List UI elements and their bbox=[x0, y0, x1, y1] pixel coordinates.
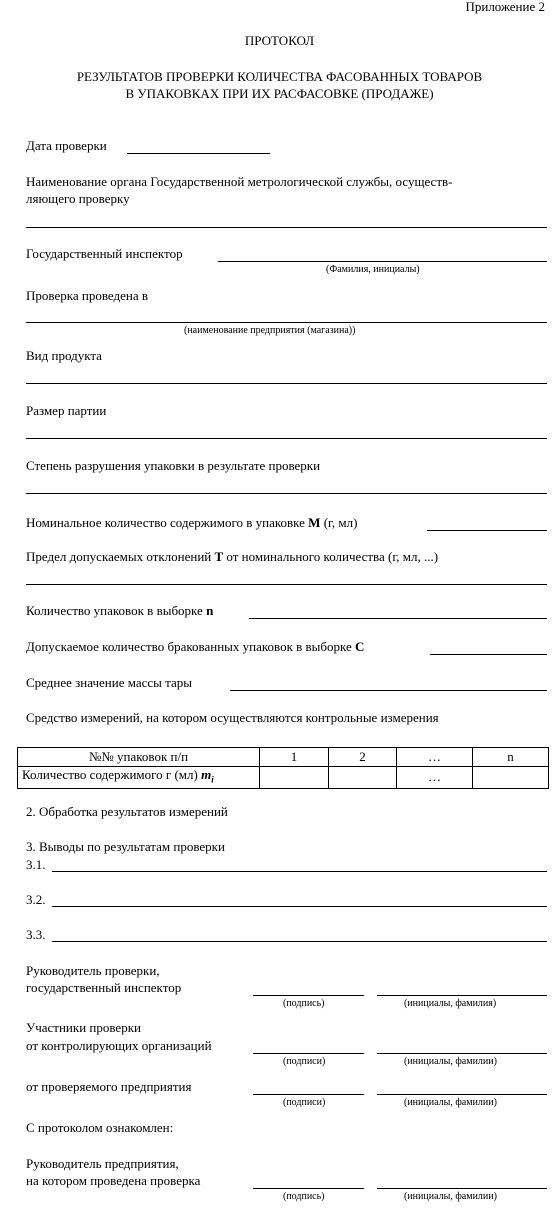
processing-heading: 2. Обработка результатов измерений bbox=[26, 804, 228, 819]
table-header-cell: 2 bbox=[329, 748, 397, 767]
date-label: Дата проверки bbox=[26, 138, 107, 153]
instrument-label: Средство измерений, на котором осуществляются контрольные измерения bbox=[26, 710, 439, 725]
table-header-cell: №№ упаковок п/п bbox=[18, 748, 260, 767]
enterprise-label: от проверяемого предприятия bbox=[26, 1079, 192, 1094]
tolerance-line bbox=[26, 584, 547, 585]
table-cell bbox=[329, 767, 397, 789]
initials-line bbox=[377, 1094, 547, 1095]
sample-label bbox=[26, 604, 213, 617]
damage-label: Степень разрушения упаковки в результате проверки bbox=[26, 458, 321, 473]
director-label-line1: Руководитель предприятия, bbox=[26, 1156, 179, 1171]
initials-caption: (инициалы, фамилии) bbox=[404, 1097, 497, 1108]
row-label-text: Количество содержимого г (мл) bbox=[22, 767, 202, 782]
table-row-label bbox=[18, 767, 260, 789]
nominal-text-a: Номинальное количество содержимого в упаковке bbox=[26, 515, 309, 530]
batch-line bbox=[26, 438, 547, 439]
table-cell bbox=[260, 767, 329, 789]
nominal-symbol: M bbox=[308, 515, 321, 530]
organ-line bbox=[26, 227, 547, 228]
nominal-line bbox=[427, 530, 547, 531]
signature-caption: (подпись) bbox=[283, 998, 325, 1009]
participants-label-line2: от контролирующих организаций bbox=[26, 1038, 212, 1053]
signature-line bbox=[253, 995, 364, 996]
table-row bbox=[18, 767, 549, 789]
date-line bbox=[127, 153, 270, 154]
initials-line bbox=[377, 1188, 547, 1189]
appendix-label: Приложение 2 bbox=[465, 0, 545, 14]
organ-label-line2: ляющего проверку bbox=[26, 191, 130, 206]
defects-symbol: C bbox=[355, 639, 365, 654]
tare-line bbox=[230, 690, 547, 691]
place-line bbox=[26, 322, 547, 323]
defects-label bbox=[26, 640, 364, 653]
sample-line bbox=[249, 618, 547, 619]
table-header-cell: 1 bbox=[260, 748, 329, 767]
table-cell bbox=[473, 767, 549, 789]
head-label-line1: Руководитель проверки, bbox=[26, 963, 160, 978]
tolerance-label bbox=[26, 550, 438, 563]
initials-caption: (инициалы, фамилии) bbox=[404, 1056, 497, 1067]
signature-caption: (подписи) bbox=[283, 1097, 326, 1108]
signature-caption: (подписи) bbox=[283, 1056, 326, 1067]
signature-caption: (подпись) bbox=[283, 1191, 325, 1202]
initials-caption: (инициалы, фамилии) bbox=[404, 1191, 497, 1202]
sample-text: Количество упаковок в выборке bbox=[26, 603, 207, 618]
inspector-caption: (Фамилия, инициалы) bbox=[326, 264, 420, 275]
conclusion-item-label: 3.3. bbox=[26, 927, 46, 942]
defects-text: Допускаемое количество бракованных упаковок в выборке bbox=[26, 639, 356, 654]
inspector-label: Государственный инспектор bbox=[26, 246, 183, 261]
organ-label-line1: Наименование органа Государственной метрологической службы, осуществ- bbox=[26, 174, 453, 189]
initials-caption: (инициалы, фамилия) bbox=[404, 998, 497, 1009]
table-cell: … bbox=[397, 767, 473, 789]
signature-line bbox=[253, 1188, 364, 1189]
tolerance-text-b: от номинального количества (г, мл, ...) bbox=[223, 549, 439, 564]
conclusion-line bbox=[52, 906, 547, 907]
initials-line bbox=[377, 995, 547, 996]
document-subtitle-line1: РЕЗУЛЬТАТОВ ПРОВЕРКИ КОЛИЧЕСТВА ФАСОВАННЫХ ТОВАРОВ bbox=[76, 69, 483, 84]
tolerance-symbol: T bbox=[214, 549, 224, 564]
inspector-line bbox=[218, 261, 547, 262]
document-title: ПРОТОКОЛ bbox=[244, 33, 315, 48]
table-header-cell: … bbox=[397, 748, 473, 767]
signature-line bbox=[253, 1094, 364, 1095]
defects-line bbox=[430, 654, 547, 655]
signature-line bbox=[253, 1053, 364, 1054]
tare-label: Среднее значение массы тары bbox=[26, 675, 192, 690]
row-label-symbol: m bbox=[201, 767, 212, 782]
place-label: Проверка проведена в bbox=[26, 288, 148, 303]
director-label-line2: на котором проведена проверка bbox=[26, 1173, 201, 1188]
conclusion-item-label: 3.2. bbox=[26, 892, 46, 907]
product-label: Вид продукта bbox=[26, 348, 102, 363]
conclusion-line bbox=[52, 941, 547, 942]
damage-line bbox=[26, 493, 547, 494]
place-caption: (наименование предприятия (магазина)) bbox=[184, 325, 356, 336]
conclusion-item-label: 3.1. bbox=[26, 857, 46, 872]
conclusion-line bbox=[52, 871, 547, 872]
measurement-table bbox=[17, 747, 549, 789]
sample-symbol: n bbox=[206, 603, 214, 618]
tolerance-text-a: Предел допускаемых отклонений bbox=[26, 549, 215, 564]
row-label-subscript: i bbox=[211, 774, 214, 785]
product-line bbox=[26, 383, 547, 384]
table-header-row bbox=[18, 748, 549, 767]
conclusions-heading: 3. Выводы по результатам проверки bbox=[26, 839, 225, 854]
table-header-cell: n bbox=[473, 748, 549, 767]
initials-line bbox=[377, 1053, 547, 1054]
nominal-text-b: (г, мл) bbox=[320, 515, 358, 530]
nominal-label bbox=[26, 516, 357, 529]
participants-label-line1: Участники проверки bbox=[26, 1020, 141, 1035]
document-subtitle-line2: В УПАКОВКАХ ПРИ ИХ РАСФАСОВКЕ (ПРОДАЖЕ) bbox=[125, 86, 434, 101]
batch-label: Размер партии bbox=[26, 403, 107, 418]
acquainted-label: С протоколом ознакомлен: bbox=[26, 1120, 174, 1135]
head-label-line2: государственный инспектор bbox=[26, 980, 182, 995]
